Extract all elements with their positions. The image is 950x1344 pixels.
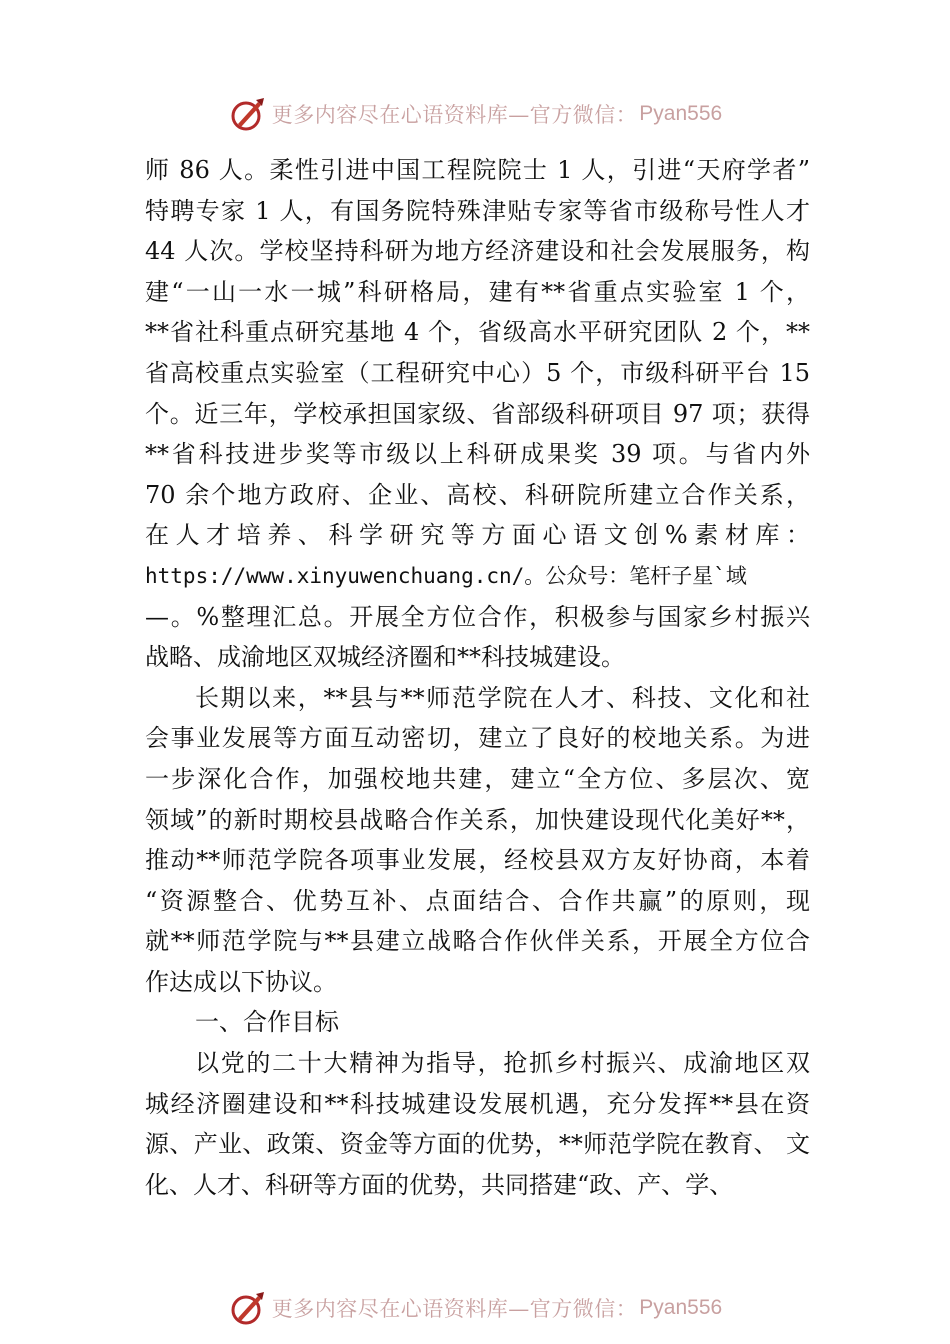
text-line: 化、人才、科研等方面的优势，共同搭建“政、产、学、 [145,1170,734,1199]
banner-wechat-id: Pyan556 [639,102,723,125]
quill-pen-logo-icon [228,1288,268,1328]
banner-wechat-id: Pyan556 [639,1296,723,1319]
text-line: 领域”的新时期校县战略合作关系，加快建设现代化美好**， [145,805,810,834]
text-line: 就**师范学院与**县建立战略合作伙伴关系，开展全方位合 [145,927,810,956]
text-line: 师 86 人。柔性引进中国工程院院士 1 人，引进“天府学者” [145,156,810,184]
text-line: 一步深化合作，加强校地共建，建立“全方位、多层次、宽 [145,764,810,793]
text-line-url: https://www.xinyuwenchuang.cn/。公众号：笔杆子星`域 [145,563,747,588]
header-banner [0,92,950,136]
text-line: 会事业发展等方面互动密切，建立了良好的校地关系。为进 [145,724,810,753]
text-line: 建“一山一水一城”科研格局，建有**省重点实验室 1 个， [145,277,810,306]
text-line: 特聘专家 1 人，有国务院特殊津贴专家等省市级称号性人才 [145,196,810,225]
document-body [145,150,810,1205]
text-line: —。%整理汇总。开展全方位合作，积极参与国家乡村振兴 [145,602,810,631]
text-line: **省科技进步奖等市级以上科研成果奖 39 项。与省内外 [145,440,810,469]
banner-text: 更多内容尽在心语资料库—官方微信： [271,1297,638,1321]
text-line: 城经济圈建设和**科技城建设发展机遇，充分发挥**县在资 [145,1089,810,1118]
paragraph-2 [145,678,810,1003]
text-line: “资源整合、优势互补、点面结合、合作共赢”的原则，现 [145,886,810,915]
text-line: 以党的二十大精神为指导，抢抓乡村振兴、成渝地区双 [195,1049,810,1078]
footer-banner [0,1286,950,1330]
text-line: 源、产业、政策、资金等方面的优势，**师范学院在教育、 文 [145,1130,810,1159]
text-line: 在人才培养、科学研究等方面心语文创%素材库： [145,521,810,550]
text-line: 个。近三年，学校承担国家级、省部级科研项目 97 项；获得 [145,399,810,428]
text-line: 推动**师范学院各项事业发展，经校县双方友好协商，本着 [145,846,810,875]
text-line: **省社科重点研究基地 4 个，省级高水平研究团队 2 个，** [145,318,810,347]
text-line: 省高校重点实验室（工程研究中心）5 个，市级科研平台 15 [145,358,810,387]
text-line: 44 人次。学校坚持科研为地方经济建设和社会发展服务，构 [145,237,810,266]
section-heading: 一、合作目标 [195,1008,339,1037]
paragraph-3 [145,1043,810,1205]
paragraph-1 [145,150,810,678]
text-line: 战略、成渝地区双城经济圈和**科技城建设。 [145,643,625,672]
quill-pen-logo-icon [228,94,268,134]
text-line: 长期以来，**县与**师范学院在人才、科技、文化和社 [195,683,810,712]
banner-text: 更多内容尽在心语资料库—官方微信： [271,103,638,127]
text-line: 70 余个地方政府、企业、高校、科研院所建立合作关系， [145,480,810,509]
text-line: 作达成以下协议。 [145,967,337,996]
